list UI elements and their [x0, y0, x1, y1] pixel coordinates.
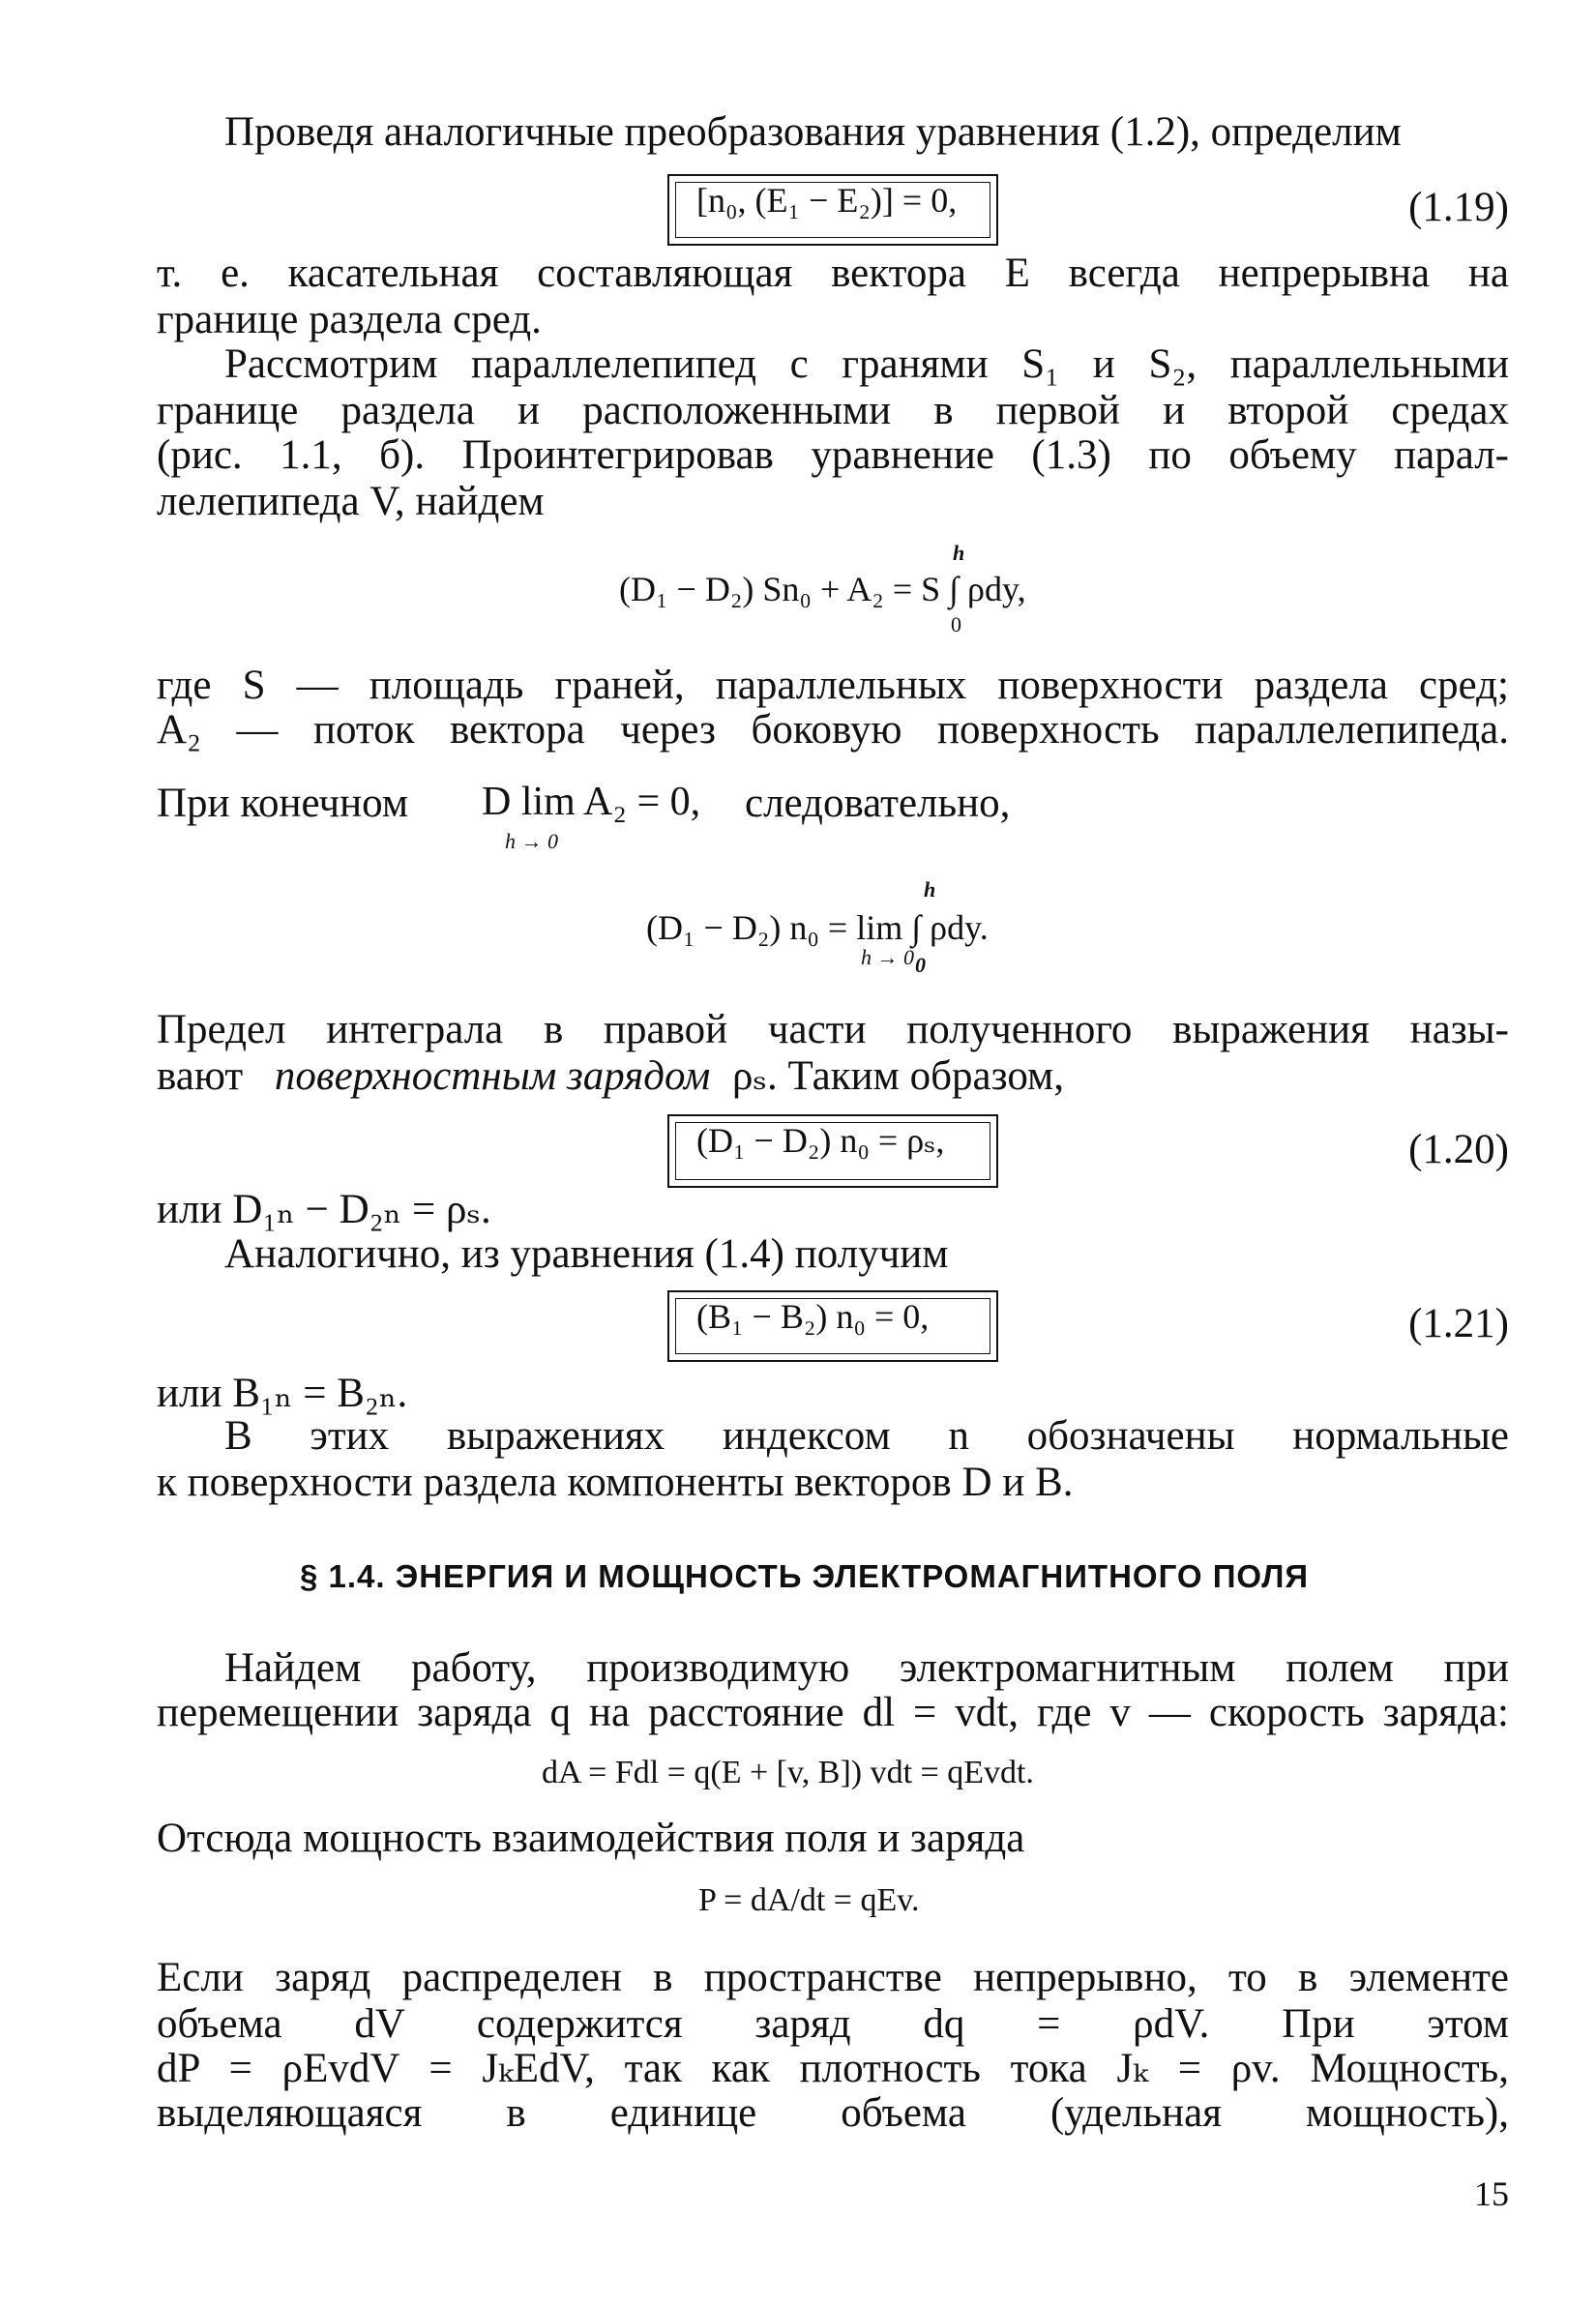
boxed-equation-1-21	[667, 1290, 998, 1362]
equation-text: (B₁ − B₂) n₀ = 0,	[696, 1297, 930, 1336]
text-line: При конечном	[157, 781, 409, 826]
emphasis-term: поверхностным зарядом	[274, 1053, 711, 1099]
text-line: или B₁ₙ = B₂ₙ.	[157, 1371, 408, 1416]
boxed-equation-1-19	[667, 174, 998, 246]
integral-lower-limit: 0	[915, 953, 926, 977]
equation-text: [n₀, (E₁ − E₂)] = 0,	[696, 181, 958, 220]
limit-subscript: h → 0	[505, 829, 558, 853]
equation-number: (1.19)	[1408, 185, 1509, 230]
text-line: Аналогично, из уравнения (1.4) получим	[224, 1231, 949, 1277]
text-line: В этих выражениях индексом n обозначены нормальные	[224, 1413, 1509, 1459]
text-line: Отсюда мощность взаимодействия поля и заряда	[157, 1816, 1025, 1861]
equation-number: (1.21)	[1408, 1301, 1509, 1346]
limit-subscript: h → 0	[861, 945, 914, 969]
text-line: лелепипеда V, найдем	[157, 479, 545, 524]
integral-upper-limit: h	[924, 877, 936, 902]
section-heading: § 1.4. ЭНЕРГИЯ И МОЩНОСТЬ ЭЛЕКТРОМАГНИТНОГО ПОЛЯ	[300, 1558, 1310, 1594]
text-line: границе раздела сред.	[157, 297, 542, 342]
integral-upper-limit: h	[953, 541, 965, 565]
text-line: перемещении заряда q на расстояние dl = vdt, где v — скорость заряда:	[157, 1690, 1509, 1735]
text-line: выделяющаяся в единице объема (удельная мощность),	[157, 2090, 1509, 2136]
text-line: A₂ — поток вектора через боковую поверхность параллелепипеда.	[157, 707, 1509, 753]
text-line: Предел интеграла в правой части полученного выражения назы-	[157, 1007, 1509, 1052]
work-equation: dA = Fdl = q(E + [v, B]) vdt = qEvdt.	[542, 1755, 1034, 1790]
text-line: или D₁ₙ − D₂ₙ = ρₛ.	[157, 1187, 491, 1232]
text-line: следовательно,	[745, 781, 1011, 826]
text-line: (рис. 1.1, б). Проинтегрировав уравнение (1.3) по объему парал-	[157, 432, 1509, 478]
text-line: объема dV содержится заряд dq = ρdV. При этом	[157, 2001, 1509, 2047]
limit-integral-equation: (D₁ − D₂) n₀ = lim ∫ ρdy.	[646, 908, 989, 947]
text-line: к поверхности раздела компоненты векторов D и B.	[157, 1460, 1074, 1505]
text-run: ρₛ. Таким образом,	[732, 1053, 1064, 1099]
power-equation: P = dA/dt = qEv.	[698, 1882, 920, 1918]
page-number: 15	[1474, 2174, 1509, 2213]
text-line: Рассмотрим параллелепипед с гранями S₁ и S₂, параллельными	[224, 341, 1509, 387]
text-line: Если заряд распределен в пространстве непрерывно, то в элементе	[157, 1955, 1509, 2000]
equation-number: (1.20)	[1408, 1127, 1509, 1172]
limit-expression: D lim A₂ = 0,	[482, 780, 701, 824]
equation-text: (D₁ − D₂) n₀ = ρₛ,	[696, 1121, 945, 1160]
text-line: Проведя аналогичные преобразования уравнения (1.2), определим	[224, 109, 1402, 155]
integral-lower-limit: 0	[951, 612, 961, 636]
text-line-mixed	[157, 1052, 1509, 1101]
text-line: где S — площадь граней, параллельных поверхности раздела сред;	[157, 663, 1509, 708]
boxed-equation-1-20	[667, 1114, 998, 1188]
integral-equation: (D₁ − D₂) Sn₀ + A₂ = S ∫ ρdy,	[619, 570, 1026, 608]
text-line: Найдем работу, производимую электромагнитным полем при	[224, 1645, 1509, 1691]
text-run: вают	[157, 1053, 244, 1099]
text-line: т. е. касательная составляющая вектора Е всегда непрерывна на	[157, 251, 1509, 296]
text-line: границе раздела и расположенными в первой и второй средах	[157, 388, 1509, 433]
text-line: dP = ρEvdV = JₖEdV, так как плотность тока Jₖ = ρv. Мощность,	[157, 2046, 1509, 2091]
